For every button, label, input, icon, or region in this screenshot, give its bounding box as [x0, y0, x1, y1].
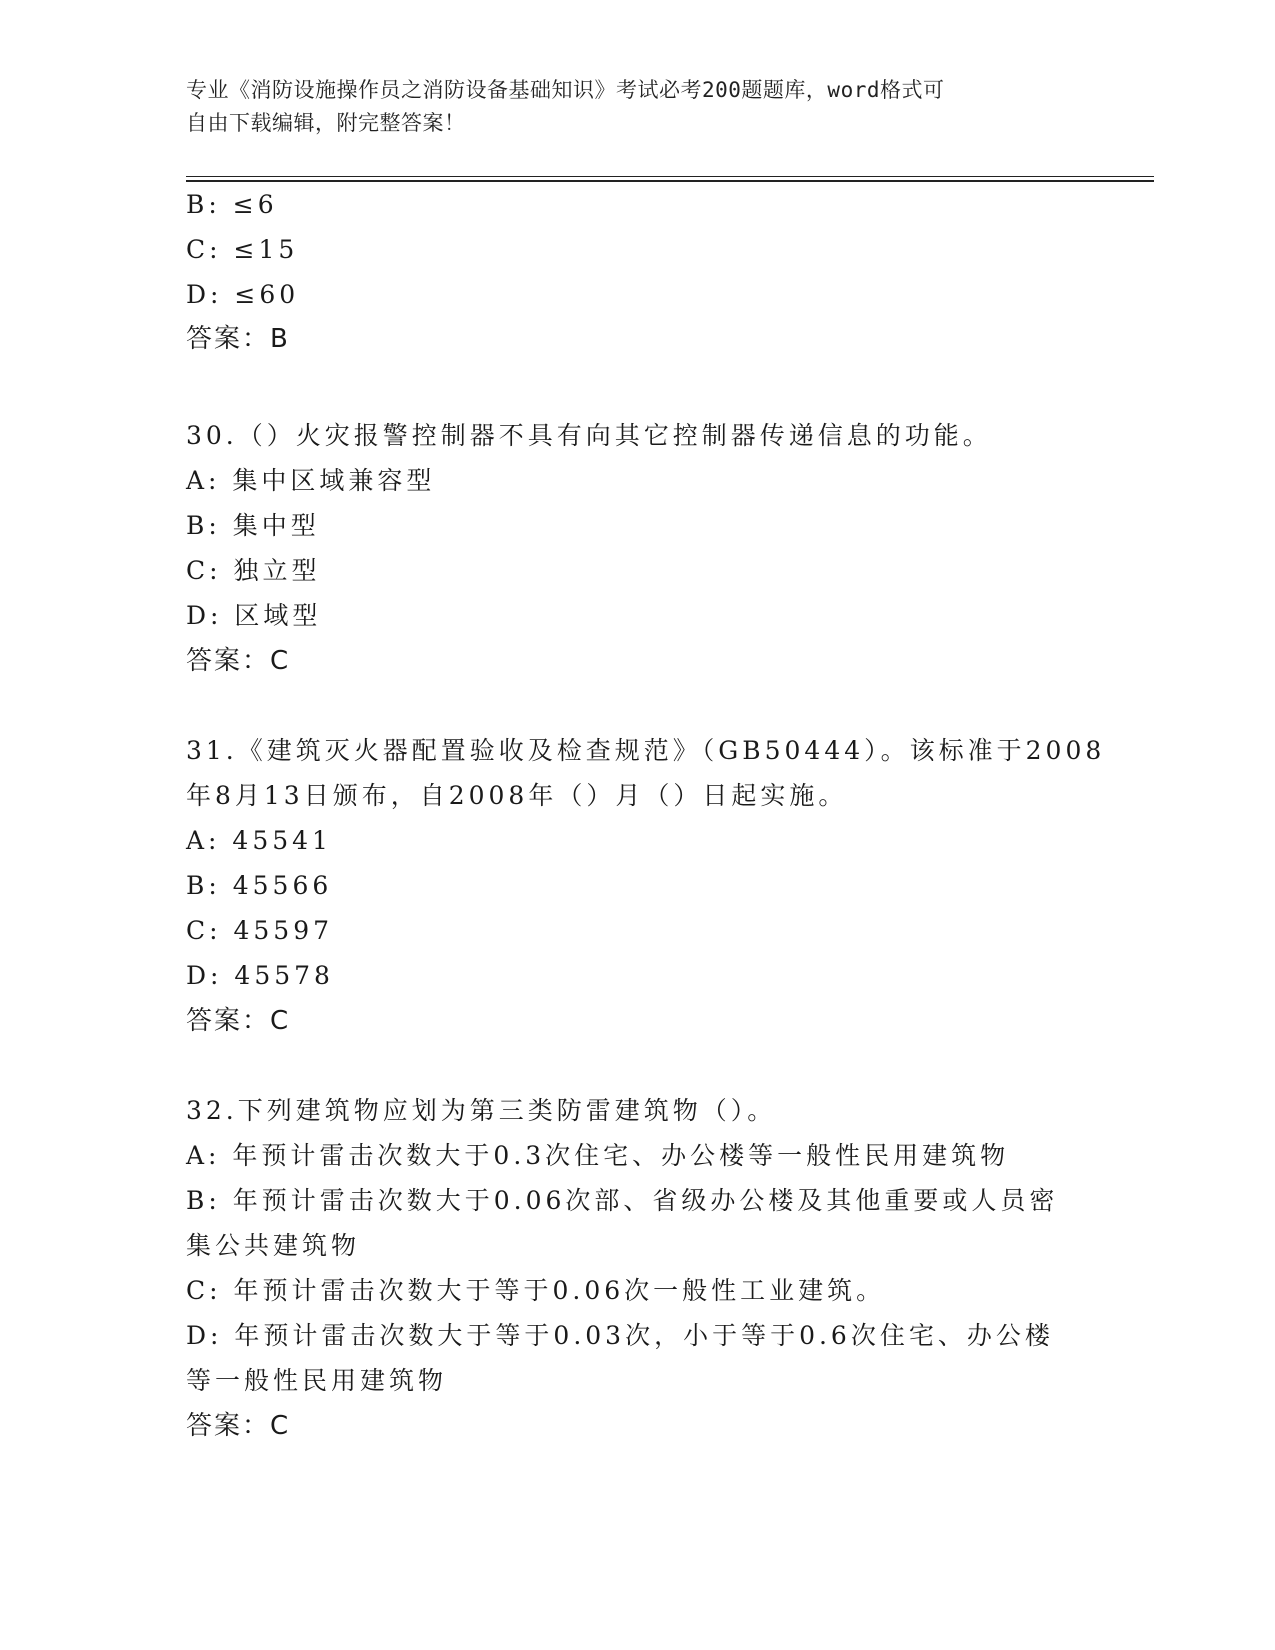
header-title-line-2: 自由下载编辑，附完整答案！ [186, 111, 466, 135]
header-rule-thick [186, 180, 1154, 182]
q29-option-b: B: ≤6 [186, 190, 278, 219]
q30-option-b: B: 集中型 [186, 511, 320, 540]
q30-answer: 答案：C [186, 646, 291, 676]
q30-option-d: D: 区域型 [186, 601, 322, 630]
q29-option-d: D: ≤60 [186, 280, 300, 309]
header-title-line-1: 专业《消防设施操作员之消防设备基础知识》考试必考200题题库，word格式可 [186, 78, 945, 102]
q30-option-a: A: 集中区域兼容型 [186, 466, 436, 495]
q31-question-line-2: 年8月13日颁布，自2008年（）月（）日起实施。 [186, 781, 848, 810]
q32-option-b-line-2: 集公共建筑物 [186, 1231, 361, 1260]
q32-answer: 答案：C [186, 1411, 291, 1441]
q32-option-d-line-2: 等一般性民用建筑物 [186, 1366, 448, 1395]
q32-option-c: C: 年预计雷击次数大于等于0.06次一般性工业建筑。 [186, 1276, 886, 1305]
q32-option-d-line-1: D: 年预计雷击次数大于等于0.03次，小于等于0.6次住宅、办公楼 [186, 1321, 1054, 1350]
document-header [186, 74, 1066, 140]
q29-answer: 答案：B [186, 324, 290, 354]
header-rule-thin [186, 176, 1154, 177]
q32-option-b-line-1: B: 年预计雷击次数大于0.06次部、省级办公楼及其他重要或人员密 [186, 1186, 1059, 1215]
q29-option-c: C: ≤15 [186, 235, 299, 264]
q31-option-a: A: 45541 [186, 826, 332, 855]
q30-question: 30.（）火灾报警控制器不具有向其它控制器传递信息的功能。 [186, 421, 992, 450]
q30-option-c: C: 独立型 [186, 556, 321, 585]
q31-option-c: C: 45597 [186, 916, 334, 945]
q31-answer: 答案：C [186, 1006, 291, 1036]
q31-question-line-1: 31.《建筑灭火器配置验收及检查规范》（GB50444）。该标准于2008 [186, 736, 1106, 765]
q32-option-a: A: 年预计雷击次数大于0.3次住宅、办公楼等一般性民用建筑物 [186, 1141, 1010, 1170]
q32-question: 32.下列建筑物应划为第三类防雷建筑物（）。 [186, 1096, 777, 1125]
q31-option-d: D: 45578 [186, 961, 334, 990]
q31-option-b: B: 45566 [186, 871, 333, 900]
